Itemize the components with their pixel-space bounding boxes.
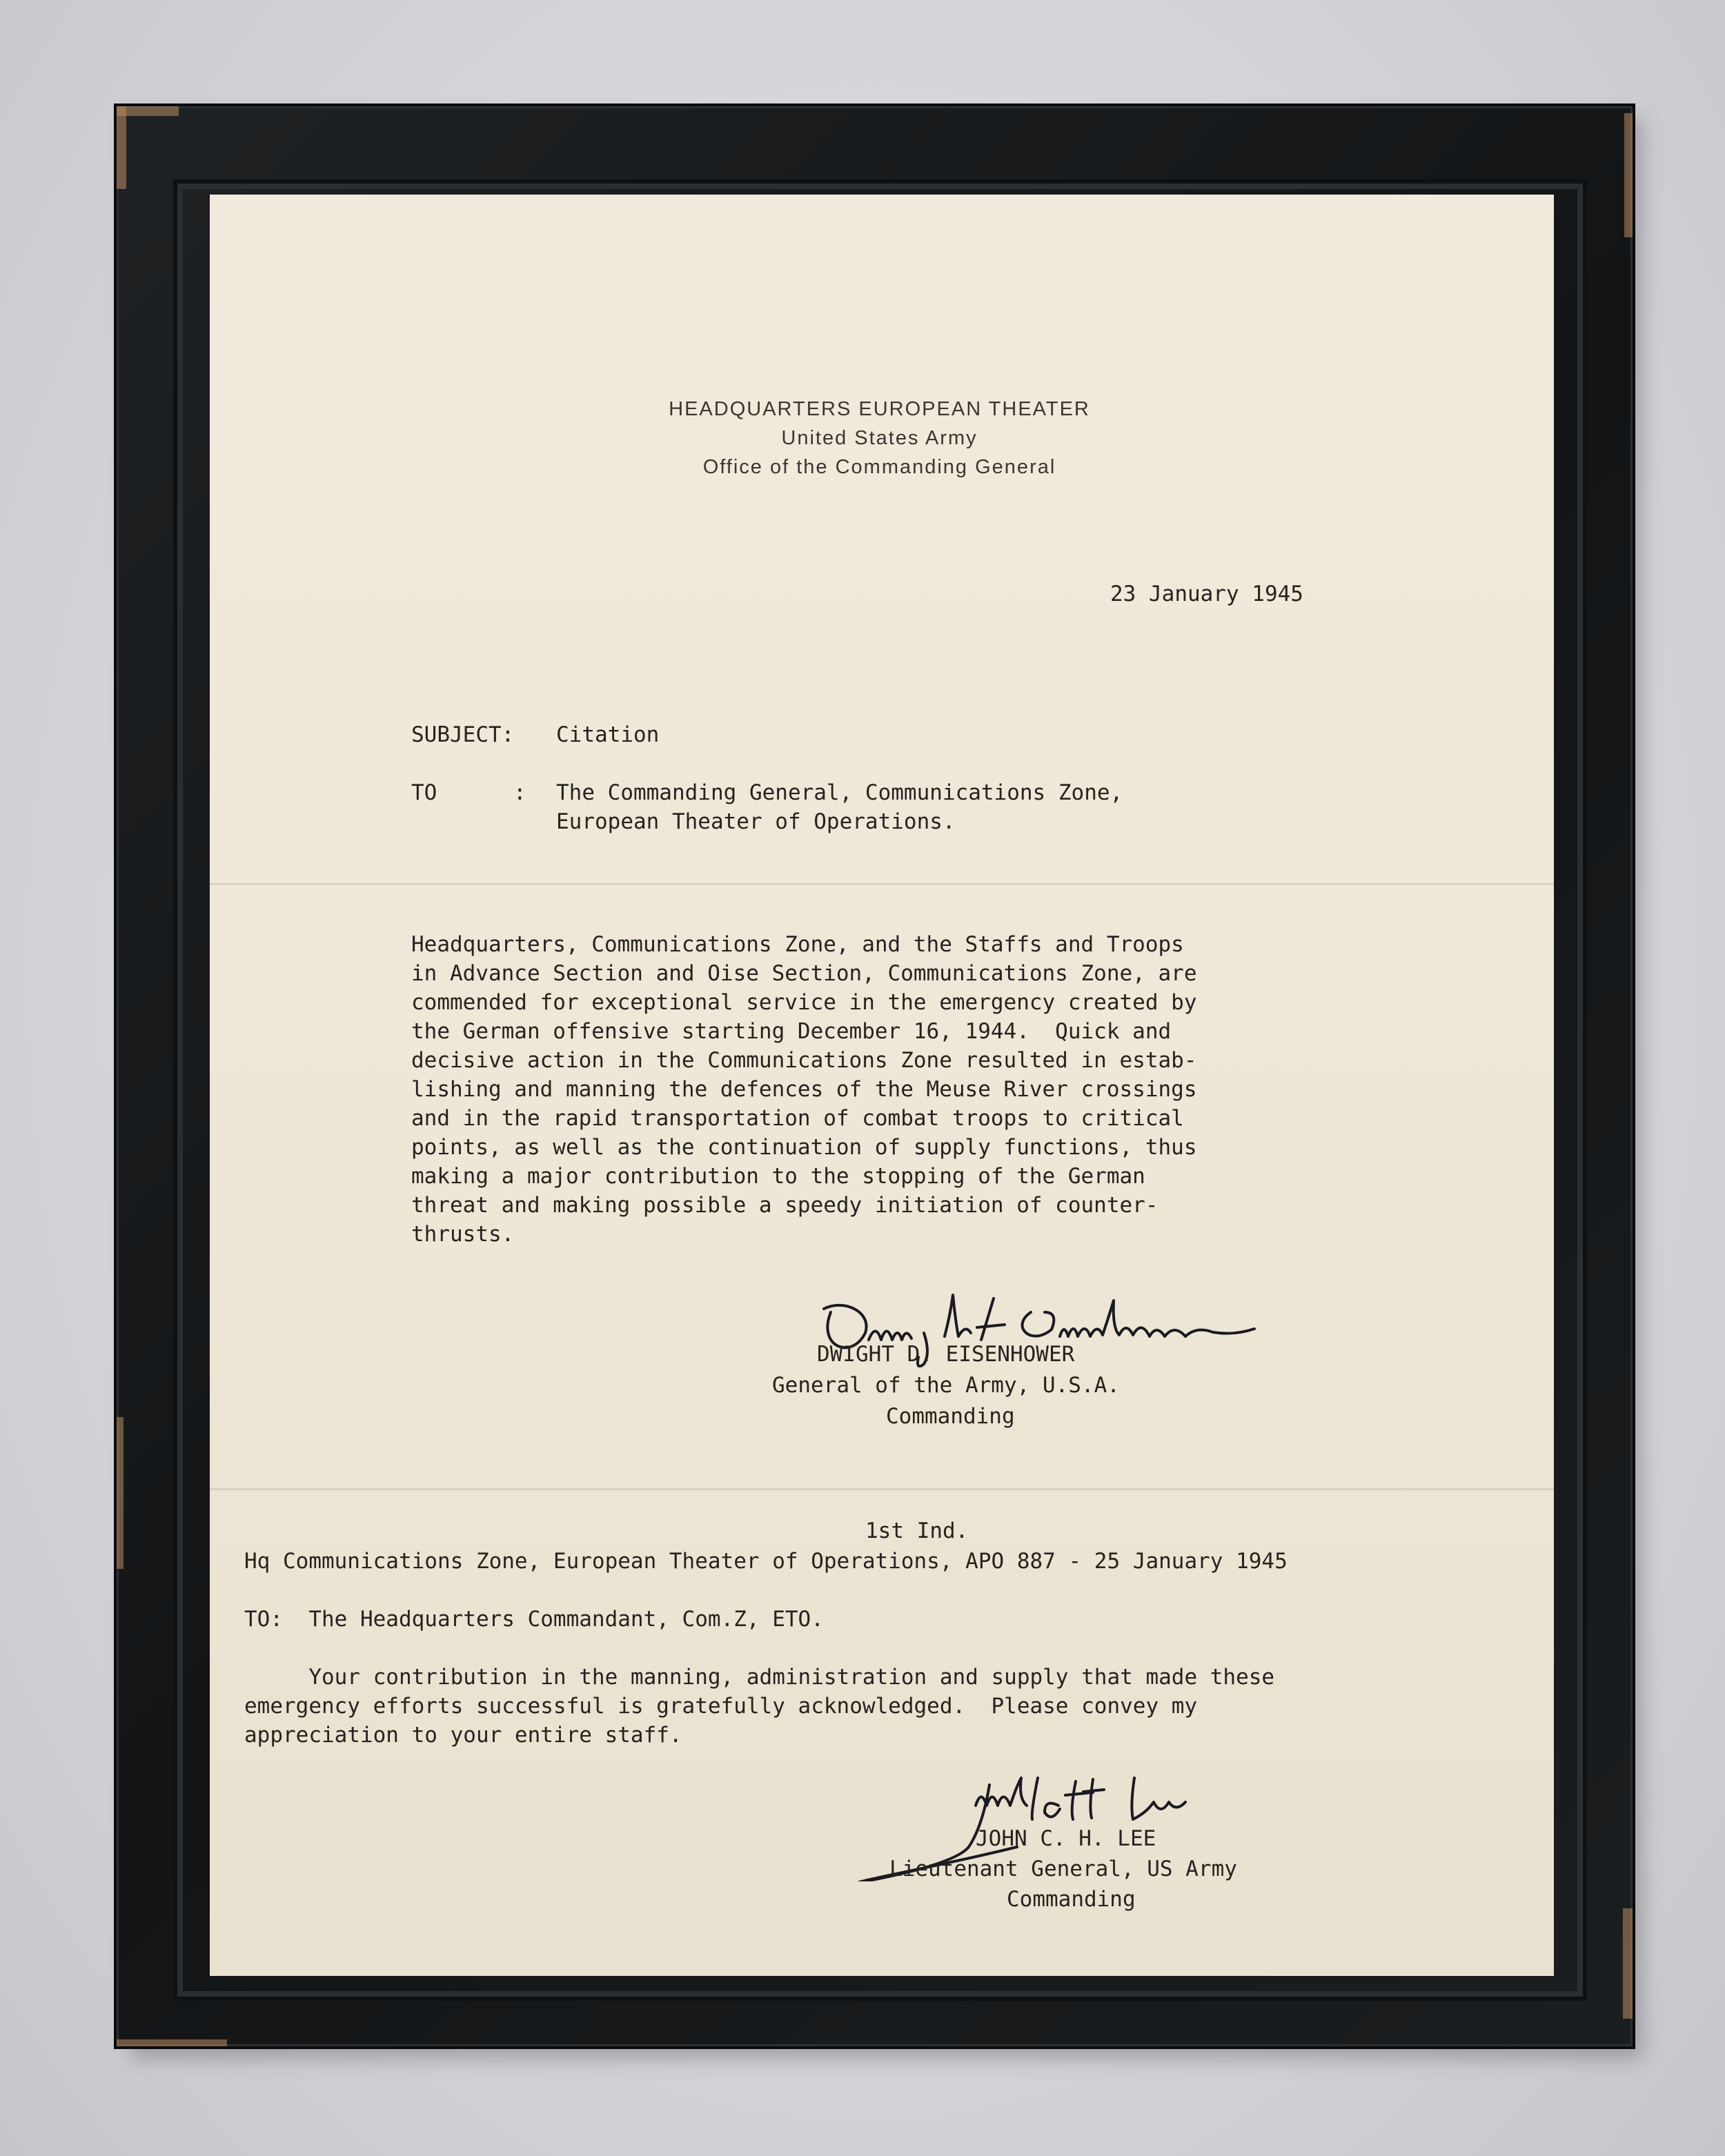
frame-wear — [1623, 1908, 1633, 2019]
letterhead-line: United States Army — [781, 427, 978, 449]
fold-line — [210, 1488, 1554, 1490]
frame-wear — [117, 1417, 124, 1569]
to-value: The Commanding General, Communications Zone, European Theater of Operations. — [556, 780, 1123, 834]
subject-label: SUBJECT: — [411, 722, 515, 747]
signer2-title: Lieutenant General, US Army — [889, 1857, 1237, 1881]
signer1-name: DWIGHT D. EISENHOWER — [817, 1342, 1075, 1367]
letterhead — [210, 395, 1554, 482]
indorsement-label: 1st Ind. — [865, 1519, 969, 1543]
signer1-title: General of the Army, U.S.A. — [772, 1373, 1120, 1398]
indorsement-paragraph: Your contribution in the manning, administration and supply that made these emergency efforts successful is gratefully acknowledged. Please convey my appreciation to your entire staff. — [244, 1665, 1275, 1748]
letter-paper — [210, 195, 1554, 1976]
frame-wear — [1624, 113, 1633, 237]
letterhead-line: HEADQUARTERS EUROPEAN THEATER — [669, 398, 1090, 420]
letter-date: 23 January 1945 — [1110, 582, 1303, 606]
indorsement-hq-line: Hq Communications Zone, European Theater of Operations, APO 887 - 25 January 1945 — [244, 1549, 1288, 1574]
frame-wear — [117, 106, 126, 189]
subject-value: Citation — [556, 722, 660, 747]
signer2-name: JOHN C. H. LEE — [976, 1826, 1156, 1851]
letterhead-line: Office of the Commanding General — [702, 456, 1056, 478]
signer1-role: Commanding — [886, 1404, 1015, 1429]
picture-frame — [114, 103, 1635, 2049]
indorsement-to: TO: The Headquarters Commandant, Com.Z, ETO. — [244, 1607, 824, 1632]
fold-line — [210, 883, 1554, 885]
to-label: TO — [411, 780, 437, 805]
to-colon: : — [513, 780, 526, 805]
signer2-role: Commanding — [1007, 1887, 1136, 1912]
citation-body: Headquarters, Communications Zone, and the Staffs and Troops in Advance Section and Oise Section, Communications Zone, are commended for exceptional service in the emergency created by the German offensive starting December 16, 1944. Quick and decisive action in the Communications Zone resulted in estab- lishing and manning the defences of the Meuse River crossings and in the rapid transportation of combat troops to critical points, as well as the continuation of supply functions, thus making a major contribution to the stopping of the German threat and making possible a speedy initiation of counter- thrusts. — [411, 932, 1197, 1247]
frame-wear — [117, 2039, 227, 2046]
